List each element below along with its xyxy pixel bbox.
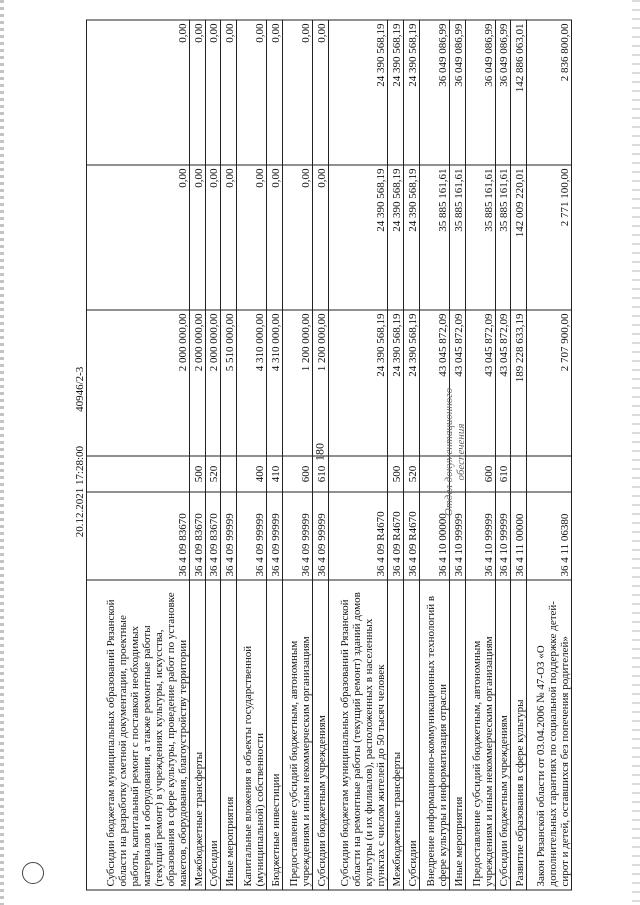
row-amount-2022-cell: 43 045 872,09 bbox=[495, 310, 511, 456]
row-amount-2024-cell: 0,00 bbox=[267, 20, 283, 165]
table-row bbox=[527, 20, 572, 890]
row-code-cell: 36 4 10 00000 bbox=[419, 492, 449, 580]
row-code-cell: 36 4 09 99999 bbox=[221, 492, 237, 580]
row-amount-2023-cell: 142 009 220,01 bbox=[511, 165, 527, 310]
row-expense-type-cell: 600 bbox=[465, 456, 495, 492]
row-name-cell: Капитальные вложения в объекты государственной (муниципальной) собственности bbox=[236, 580, 266, 890]
row-amount-2024-cell: 0,00 bbox=[236, 20, 266, 165]
row-amount-2024-cell: 0,00 bbox=[189, 20, 205, 165]
table-row bbox=[87, 20, 190, 890]
row-name-cell: Предоставление субсидий бюджетным, автономным учреждениям и иным некоммерческим организациям bbox=[282, 580, 312, 890]
row-amount-2024-cell: 24 390 568,19 bbox=[403, 20, 419, 165]
row-amount-2024-cell: 0,00 bbox=[87, 20, 190, 165]
row-expense-type-cell: 500 bbox=[189, 456, 205, 492]
footer bbox=[74, 367, 86, 538]
row-name-cell: Субсидии бюджетам муниципальных образований Рязанской области на ремонтные работы (текущий ремонт) зданий домов культуры (и их филиалов), расположенных в населенных пунктах с числом жителей до 50 тысяч человек bbox=[328, 580, 387, 890]
table-row bbox=[236, 20, 266, 890]
row-code-cell: 36 4 09 99999 bbox=[282, 492, 312, 580]
row-expense-type-cell bbox=[328, 456, 387, 492]
row-amount-2023-cell: 0,00 bbox=[282, 165, 312, 310]
row-name-cell: Субсидии бюджетам муниципальных образований Рязанской области на разработку сметной документации, проектные работы, капитальный ремонт с поставкой необходимых материалов и оборудования, а также ремонтные работы (текущий ремонт) в учреждениях культуры, искусства, образования в сфере культуры, проведение работ по установке макетов, оборудования, благоустройству территории bbox=[87, 580, 190, 890]
row-name-cell: Межбюджетные трансферты bbox=[189, 580, 205, 890]
footer-doc-id: 40946/2-3 bbox=[74, 366, 86, 412]
row-amount-2022-cell: 1 200 000,00 bbox=[282, 310, 312, 456]
row-amount-2023-cell: 2 771 100,00 bbox=[527, 165, 572, 310]
row-name-cell: Межбюджетные трансферты bbox=[388, 580, 404, 890]
table-row bbox=[403, 20, 419, 890]
row-amount-2023-cell: 0,00 bbox=[313, 165, 329, 310]
row-code-cell: 36 4 09 99999 bbox=[313, 492, 329, 580]
row-code-cell: 36 4 09 99999 bbox=[236, 492, 266, 580]
row-amount-2023-cell: 0,00 bbox=[87, 165, 190, 310]
row-code-cell: 36 4 09 83670 bbox=[87, 492, 190, 580]
department-stamp bbox=[443, 388, 467, 516]
row-amount-2023-cell: 24 390 568,19 bbox=[403, 165, 419, 310]
table-row bbox=[267, 20, 283, 890]
row-expense-type-cell bbox=[527, 456, 572, 492]
budget-table-body bbox=[87, 20, 572, 890]
row-code-cell: 36 4 09 83670 bbox=[205, 492, 221, 580]
row-amount-2023-cell: 35 885 161,61 bbox=[495, 165, 511, 310]
budget-table bbox=[86, 20, 572, 891]
row-amount-2024-cell: 36 049 086,99 bbox=[495, 20, 511, 165]
row-expense-type-cell: 400 bbox=[236, 456, 266, 492]
row-code-cell: 36 4 09 R4670 bbox=[328, 492, 387, 580]
row-amount-2022-cell: 4 310 000,00 bbox=[236, 310, 266, 456]
row-expense-type-cell: 610 bbox=[495, 456, 511, 492]
row-code-cell: 36 4 09 R4670 bbox=[388, 492, 404, 580]
row-expense-type-cell: 500 bbox=[388, 456, 404, 492]
row-name-cell: Закон Рязанской области от 03.04.2006 № 47-ОЗ «О дополнительных гарантиях по социальной поддержке детей-сирот и детей, оставшихся без попечения родителей» bbox=[527, 580, 572, 890]
row-amount-2024-cell: 0,00 bbox=[282, 20, 312, 165]
row-name-cell: Предоставление субсидий бюджетным, автономным учреждениям и иным некоммерческим организациям bbox=[465, 580, 495, 890]
row-amount-2023-cell: 0,00 bbox=[189, 165, 205, 310]
row-amount-2022-cell: 43 045 872,09 bbox=[419, 310, 449, 456]
row-amount-2024-cell: 24 390 568,19 bbox=[388, 20, 404, 165]
row-expense-type-cell: 600 bbox=[282, 456, 312, 492]
row-name-cell: Субсидии bbox=[205, 580, 221, 890]
row-name-cell: Бюджетные инвестиции bbox=[267, 580, 283, 890]
row-code-cell: 36 4 10 99999 bbox=[465, 492, 495, 580]
row-amount-2022-cell: 4 310 000,00 bbox=[267, 310, 283, 456]
scan-edge-left bbox=[0, 0, 4, 905]
row-amount-2022-cell: 24 390 568,19 bbox=[388, 310, 404, 456]
row-amount-2023-cell: 35 885 161,61 bbox=[465, 165, 495, 310]
row-name-cell: Развитие образования в сфере культуры bbox=[511, 580, 527, 890]
row-code-cell: 36 4 09 99999 bbox=[267, 492, 283, 580]
row-amount-2023-cell: 0,00 bbox=[221, 165, 237, 310]
row-code-cell: 36 4 11 00000 bbox=[511, 492, 527, 580]
row-amount-2024-cell: 36 049 086,99 bbox=[465, 20, 495, 165]
row-name-cell: Внедрение информационно-коммуникационных технологий в сфере культуры и информатизация отрасли bbox=[419, 580, 449, 890]
table-row bbox=[328, 20, 387, 890]
row-amount-2024-cell: 24 390 568,19 bbox=[328, 20, 387, 165]
row-amount-2023-cell: 35 885 161,61 bbox=[419, 165, 449, 310]
row-amount-2023-cell: 0,00 bbox=[205, 165, 221, 310]
row-amount-2024-cell: 0,00 bbox=[205, 20, 221, 165]
row-code-cell: 36 4 09 83670 bbox=[189, 492, 205, 580]
row-amount-2023-cell: 35 885 161,61 bbox=[449, 165, 465, 310]
row-name-cell: Субсидии bbox=[403, 580, 419, 890]
table-row bbox=[511, 20, 527, 890]
row-expense-type-cell: 410 bbox=[267, 456, 283, 492]
row-expense-type-cell: 520 bbox=[205, 456, 221, 492]
row-amount-2022-cell: 24 390 568,19 bbox=[328, 310, 387, 456]
row-amount-2024-cell: 36 049 086,99 bbox=[419, 20, 449, 165]
row-amount-2022-cell: 2 707 900,00 bbox=[527, 310, 572, 456]
row-amount-2022-cell: 24 390 568,19 bbox=[403, 310, 419, 456]
row-code-cell: 36 4 10 99999 bbox=[449, 492, 465, 580]
row-amount-2024-cell: 0,00 bbox=[221, 20, 237, 165]
row-expense-type-cell: 520 bbox=[403, 456, 419, 492]
row-amount-2024-cell: 2 836 800,00 bbox=[527, 20, 572, 165]
organization-logo-icon bbox=[22, 862, 44, 884]
row-amount-2022-cell: 189 228 633,19 bbox=[511, 310, 527, 456]
row-code-cell: 36 4 09 R4670 bbox=[403, 492, 419, 580]
table-row bbox=[189, 20, 205, 890]
table-row bbox=[495, 20, 511, 890]
row-code-cell: 36 4 10 99999 bbox=[495, 492, 511, 580]
row-amount-2024-cell: 0,00 bbox=[313, 20, 329, 165]
row-amount-2023-cell: 24 390 568,19 bbox=[328, 165, 387, 310]
table-row bbox=[221, 20, 237, 890]
row-code-cell: 36 4 11 06380 bbox=[527, 492, 572, 580]
row-amount-2024-cell: 36 049 086,99 bbox=[449, 20, 465, 165]
row-expense-type-cell bbox=[511, 456, 527, 492]
row-name-cell: Иные мероприятия bbox=[221, 580, 237, 890]
row-amount-2022-cell: 5 510 000,00 bbox=[221, 310, 237, 456]
table-row bbox=[205, 20, 221, 890]
row-amount-2023-cell: 0,00 bbox=[236, 165, 266, 310]
row-name-cell: Субсидии бюджетным учреждениям bbox=[313, 580, 329, 890]
stamp-line-2: обеспечения bbox=[455, 423, 467, 481]
row-amount-2022-cell: 2 000 000,00 bbox=[87, 310, 190, 456]
row-amount-2022-cell: 43 045 872,09 bbox=[465, 310, 495, 456]
page-number: 180 bbox=[312, 443, 327, 461]
budget-table-container bbox=[86, 20, 572, 890]
row-expense-type-cell: 610 bbox=[313, 456, 329, 492]
table-row bbox=[388, 20, 404, 890]
row-amount-2022-cell: 2 000 000,00 bbox=[205, 310, 221, 456]
row-amount-2022-cell: 1 200 000,00 bbox=[313, 310, 329, 456]
footer-datetime: 20.12.2021 17:28:00 bbox=[74, 445, 86, 538]
row-amount-2024-cell: 142 886 063,01 bbox=[511, 20, 527, 165]
row-amount-2022-cell: 43 045 872,09 bbox=[449, 310, 465, 456]
scan-edge-right bbox=[632, 0, 640, 905]
table-row bbox=[282, 20, 312, 890]
row-amount-2022-cell: 2 000 000,00 bbox=[189, 310, 205, 456]
row-expense-type-cell bbox=[87, 456, 190, 492]
row-name-cell: Субсидии бюджетным учреждениям bbox=[495, 580, 511, 890]
stamp-line-1: Отдел документационного bbox=[443, 387, 455, 517]
table-row bbox=[465, 20, 495, 890]
row-expense-type-cell bbox=[221, 456, 237, 492]
row-name-cell: Иные мероприятия bbox=[449, 580, 465, 890]
row-amount-2023-cell: 24 390 568,19 bbox=[388, 165, 404, 310]
row-amount-2023-cell: 0,00 bbox=[267, 165, 283, 310]
